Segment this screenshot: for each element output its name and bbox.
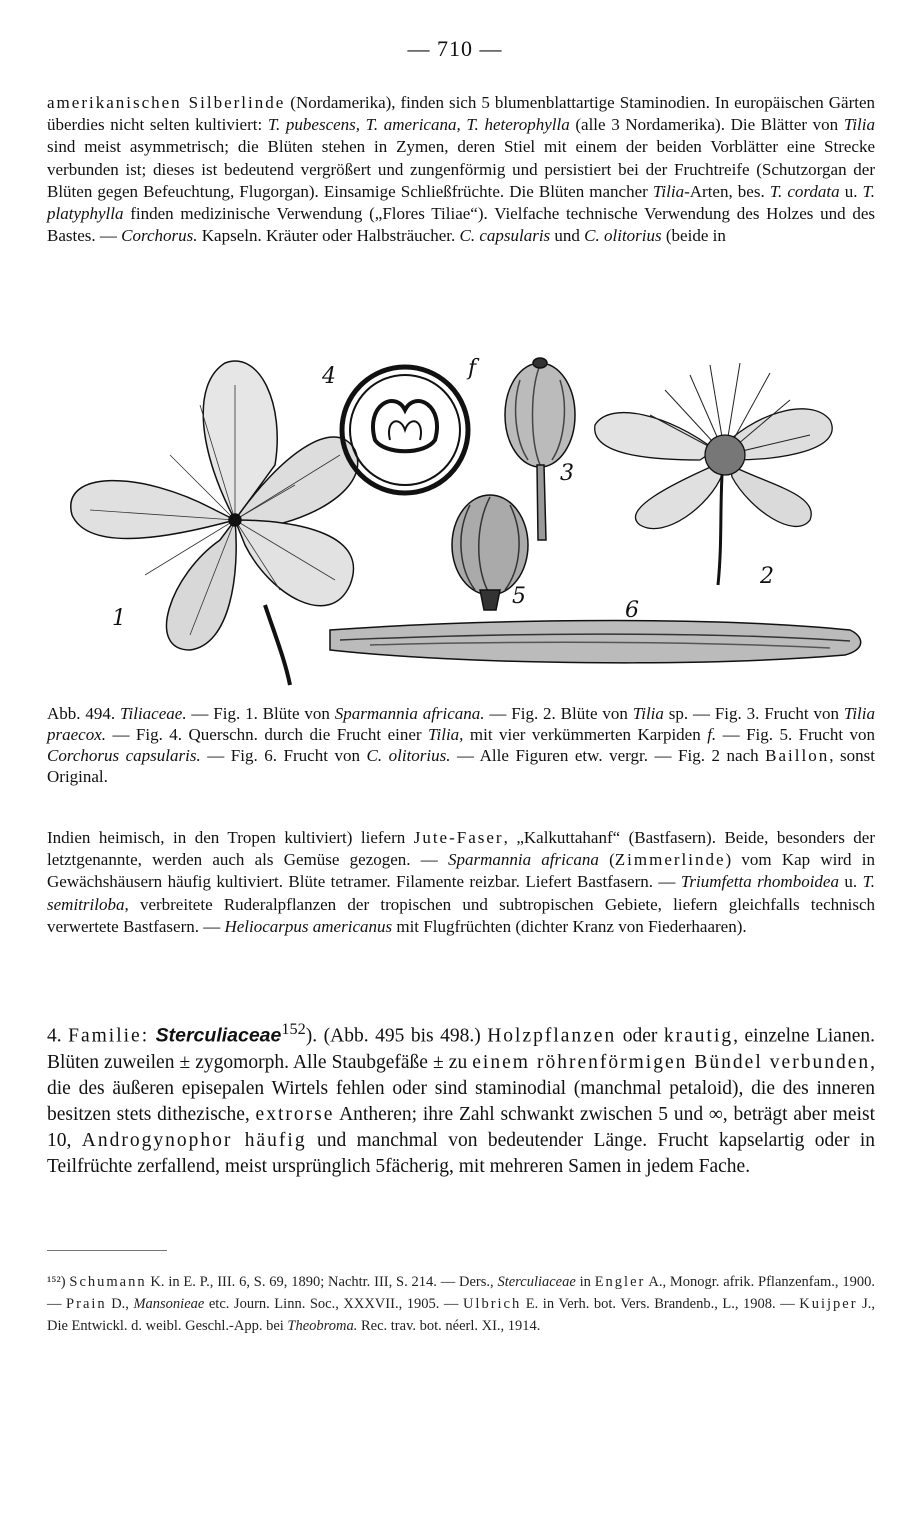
figure-caption: Abb. 494. Tiliaceae. — Fig. 1. Blüte von Sparmannia africana. — Fig. 2. Blüte von Tilia sp. — Fig. 3. Frucht von Tilia praecox. — Fig. 4. Querschn. durch die Frucht einer Tilia, mit vier verkümmerten Karpiden f. — Fig. 5. Frucht von Corchorus capsularis. — Fig. 6. Frucht von C. olitorius. — Alle Figuren etw. vergr. — Fig. 2 nach Baillon, sonst Original. xyxy=(47,704,875,786)
fig-label-1: 1 xyxy=(112,606,126,631)
paragraph-tilia: amerikanischen Silberlinde (Nordamerika), finden sich 5 blumenblattartige Staminodien. In europäischen Gärten überdies nicht selten kultiviert: T. pubescens, T. americana, T. heterophylla (alle 3 Nordamerika). Die Blätter von Tilia sind meist asymmetrisch; die Blüten stehen in Zymen, deren Stiel mit einem der beiden Vorblätter eine Strecke verbunden ist; dieses ist bedeutend vergrößert und zungenförmig und persistiert bei der Fruchtreife (Schutzorgan der Blüten gegen Befeuchtung, Flugorgan). Einsamige Schließfrüchte. Die Blüten mancher Tilia-Arten, bes. T. cordata u. T. platyphylla finden medizinische Verwendung („Flores Tiliae“). Vielfache technische Verwendung des Holzes und des Bastes. — Corchorus. Kapseln. Kräuter oder Halbsträucher. C. capsularis und C. olitorius (beide in xyxy=(47,93,875,246)
fig-label-5: 5 xyxy=(512,584,526,609)
fig-label-f: f xyxy=(468,356,477,381)
fig4-fruit-cross-section xyxy=(342,367,468,493)
footnote-divider xyxy=(47,1250,167,1251)
figure-tiliaceae-illustration xyxy=(50,345,870,690)
paragraph-corchorus: Indien heimisch, in den Tropen kultiviert) liefern Jute-Faser, „Kalkuttahanf“ (Bastfasern). Beide, besonders der letztgenannte, werden auch als Gemüse gezogen. — Sparmannia africana (Zimmerlinde) vom Kap wird in Gewächshäusern häufig kultiviert. Blüte tetramer. Filamente reizbar. Liefert Bastfasern. — Triumfetta rhomboidea u. T. semitriloba, verbreitete Ruderalpflanzen der tropischen und subtropischen Gebiete, liefern gleichfalls technisch verwertete Bastfasern. — Heliocarpus americanus mit Flugfrüchten (dichter Kranz von Fiederhaaren). xyxy=(47,828,876,936)
fig-label-4: 4 xyxy=(322,364,336,389)
page-number: — 710 — xyxy=(407,36,503,61)
fig6-corchorus-olitorius-fruit xyxy=(330,621,861,663)
family-name: Sterculiaceae xyxy=(155,1024,282,1047)
fig-label-2: 2 xyxy=(760,564,774,589)
fig1-sparmannia-flower xyxy=(71,361,358,685)
section-sterculiaceae: 4. Familie: Sterculiaceae$^{152}$). (Abb. 495 bis 498.) Holzpflanzen oder krautig, einzelne Lianen. Blüten zuweilen ± zygomorph. Alle Staubgefäße ± zu einem röhrenförmigen Bündel verbunden, die des äußeren episepalen Wirtels fehlen oder sind staminodial (manchmal petaloid), die des inneren besitzen stets dithezische, extrorse Antheren; ihre Zahl schwankt zwischen 5 und ∞, beträgt aber meist 10, Androgynophor häufig und manchmal von bedeutender Länge. Frucht kapselartig oder in Teilfrüchte zerfallend, meist ursprünglich 5fächerig, mit mehreren Samen in jedem Fache. xyxy=(47,1020,876,1177)
footnote: ¹⁵²) Schumann K. in E. P., III. 6, S. 69, 1890; Nachtr. III, S. 214. — Ders., Sterculiaceae in Engler A., Monogr. afrik. Pflanzenfam., 1900. — Prain D., Mansonieae etc. Journ. Linn. Soc., XXXVII., 1905. — Ulbrich E. in Verh. bot. Vers. Brandenb., L., 1908. — Kuijper J., Die Entwickl. d. weibl. Geschl.-App. bei Theobroma. Rec. trav. bot. néerl. XI., 1914. xyxy=(47,1274,875,1334)
fig-label-3: 3 xyxy=(560,461,574,486)
fig2-tilia-flower xyxy=(595,363,832,585)
fig-label-6: 6 xyxy=(625,598,639,623)
footnote-ref: 152 xyxy=(281,1020,306,1038)
